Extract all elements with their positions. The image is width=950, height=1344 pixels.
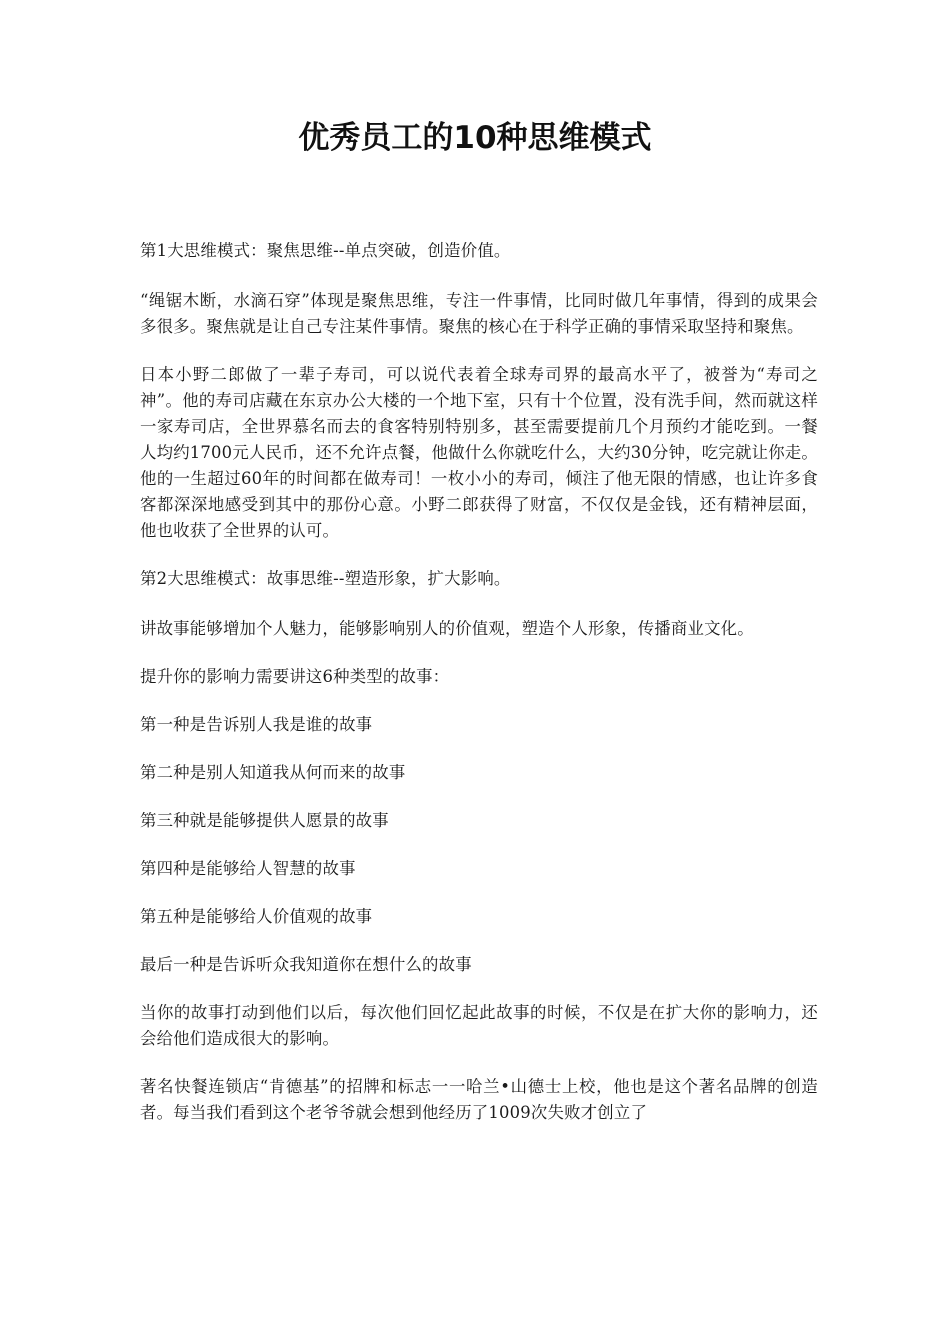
list-item: 第三种就是能够提供人愿景的故事 [140, 811, 389, 830]
list-item: 最后一种是告诉听众我知道你在想什么的故事 [140, 955, 472, 974]
list-item: 第四种是能够给人智慧的故事 [140, 859, 356, 878]
paragraph: 提升你的影响力需要讲这6种类型的故事： [140, 667, 450, 686]
list-item: 第五种是能够给人价值观的故事 [140, 907, 373, 926]
section-heading-2: 第2大思维模式：故事思维--塑造形象，扩大影响。 [140, 569, 511, 588]
paragraph: 讲故事能够增加个人魅力，能够影响别人的价值观，塑造个人形象，传播商业文化。 [140, 619, 754, 638]
document-title: 优秀员工的10种思维模式 [298, 120, 652, 156]
list-item: 第一种是告诉别人我是谁的故事 [140, 715, 373, 734]
paragraph: 当你的故事打动到他们以后，每次他们回忆起此故事的时候，不仅是在扩大你的影响力，还会给他们造成很大的影响。 [140, 1003, 818, 1048]
list-item: 第二种是别人知道我从何而来的故事 [140, 763, 406, 782]
paragraph: “绳锯木断，水滴石穿”体现是聚焦思维，专注一件事情，比同时做几年事情，得到的成果会多很多。聚焦就是让自己专注某件事情。聚焦的核心在于科学正确的事情采取坚持和聚焦。 [140, 291, 818, 336]
paragraph: 日本小野二郎做了一辈子寿司，可以说代表着全球寿司界的最高水平了，被誉为“寿司之神”。他的寿司店藏在东京办公大楼的一个地下室，只有十个位置，没有洗手间，然而就这样一家寿司店，全世界慕名而去的食客特别特别多，甚至需要提前几个月预约才能吃到。一餐人均约1700元人民币，还不允许点餐，他做什么你就吃什么，大约30分钟，吃完就让你走。他的一生超过60年的时间都在做寿司！一枚小小的寿司，倾注了他无限的情感，也让许多食客都深深地感受到其中的那份心意。小野二郎获得了财富，不仅仅是金钱，还有精神层面，他也收获了全世界的认可。 [140, 365, 818, 540]
paragraph: 著名快餐连锁店“肯德基”的招牌和标志一一哈兰•山德士上校，他也是这个著名品牌的创造者。每当我们看到这个老爷爷就会想到他经历了1009次失败才创立了 [140, 1077, 818, 1122]
section-heading-1: 第1大思维模式：聚焦思维--单点突破，创造价值。 [140, 241, 511, 260]
document-body [140, 238, 818, 1148]
